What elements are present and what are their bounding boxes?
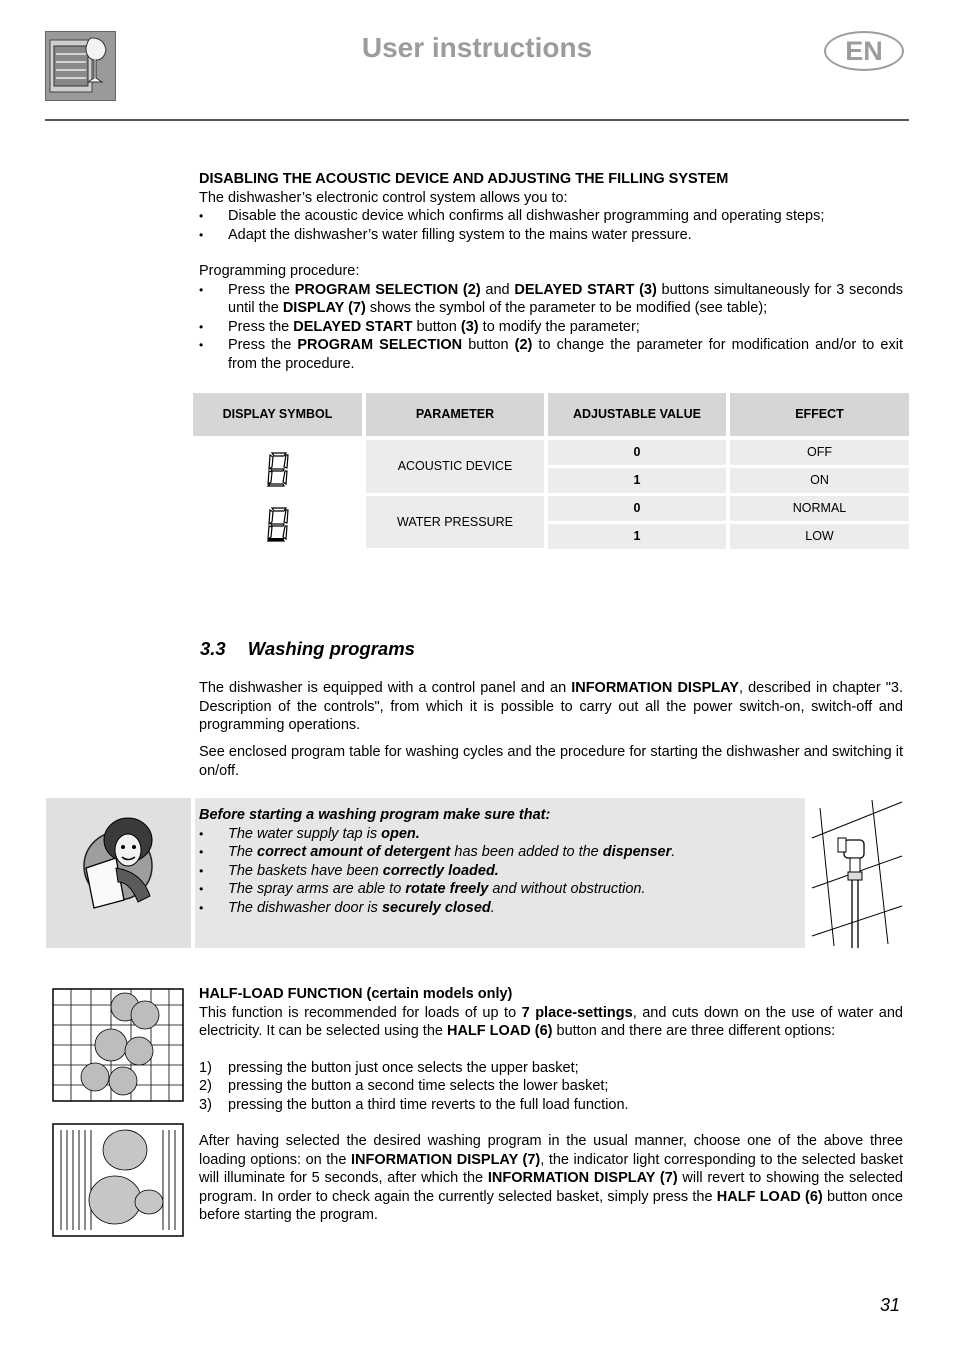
list-item: 3) pressing the button a third time reverts to the full load function. [199, 1096, 629, 1113]
page-title: User instructions [361, 32, 593, 63]
seven-segment-symbol-icon [266, 506, 290, 548]
list-item: • Adapt the dishwasher’s water filling system to the mains water pressure. [199, 226, 903, 245]
table-header: PARAMETER [366, 393, 544, 436]
table-cell-effect: NORMAL [730, 496, 909, 521]
page-number: 31 [880, 1295, 901, 1315]
upper-basket-illustration [51, 985, 185, 1105]
lower-basket-illustration [51, 1120, 185, 1240]
table-cell-value: 0 [548, 440, 726, 465]
section-number: 3.3 [200, 638, 226, 659]
water-tap-illustration [808, 798, 905, 948]
list-item: 1) pressing the button just once selects the upper basket; [199, 1059, 579, 1076]
woman-reading-manual-icon [46, 798, 191, 948]
procedure-step: • Press the PROGRAM SELECTION button (2) to change the parameter for modification and/or to exit from the procedure. [199, 336, 903, 373]
procedure-step: • Press the PROGRAM SELECTION (2) and DELAYED START (3) buttons simultaneously for 3 seconds until the DISPLAY (7) shows the symbol of the parameter to be modified (see table); [199, 281, 903, 318]
list-item: • The spray arms are able to rotate freely and without obstruction. [199, 880, 799, 899]
list-item: • Disable the acoustic device which confirms all dishwasher programming and operating steps; [199, 207, 903, 226]
table-header: EFFECT [730, 393, 909, 436]
table-cell-value: 1 [548, 524, 726, 549]
table-cell-effect: ON [730, 468, 909, 493]
section-title [200, 638, 415, 660]
washing-paragraph: See enclosed program table for washing cycles and the procedure for starting the dishwasher and switching it on/off. [199, 744, 903, 779]
table-cell-value: 0 [548, 496, 726, 521]
list-item: • The baskets have been correctly loaded. [199, 862, 799, 881]
header-divider [45, 119, 909, 121]
table-cell-parameter: WATER PRESSURE [366, 496, 544, 548]
list-item: • The dishwasher door is securely closed. [199, 899, 799, 918]
notice-illustration-panel [46, 798, 191, 948]
procedure-step: • Press the DELAYED START button (3) to modify the parameter; [199, 318, 903, 337]
upper-basket-icon [51, 985, 185, 1105]
table-cell-effect: LOW [730, 524, 909, 549]
table-cell-effect: OFF [730, 440, 909, 465]
section-heading: HALF-LOAD FUNCTION (certain models only) [199, 986, 513, 1002]
lower-basket-icon [51, 1120, 185, 1240]
section-title-text: Washing programs [247, 638, 415, 659]
seven-segment-symbol-icon [266, 451, 290, 493]
half-load-section [199, 985, 903, 1225]
water-tap-icon [808, 798, 905, 948]
list-item: • The correct amount of detergent has been added to the dispenser. [199, 843, 799, 862]
notice-heading: Before starting a washing program make sure that: [199, 807, 551, 823]
section-intro: The dishwasher’s electronic control system allows you to: [199, 189, 568, 206]
list-item: 2) pressing the button a second time selects the lower basket; [199, 1078, 609, 1094]
procedure-label: Programming procedure: [199, 263, 360, 279]
language-badge: EN [824, 31, 904, 71]
washing-paragraph: The dishwasher is equipped with a control panel and an INFORMATION DISPLAY, described in chapter "3. Description of the controls", from which it is possible to carry out all the power switch-on, switch-off and programming operations. [199, 680, 903, 733]
parameter-table [193, 393, 909, 553]
list-item: • The water supply tap is open. [199, 825, 799, 844]
table-cell-parameter: ACOUSTIC DEVICE [366, 440, 544, 493]
acoustic-section [199, 170, 903, 373]
table-header: DISPLAY SYMBOL [193, 393, 362, 436]
section-heading: DISABLING THE ACOUSTIC DEVICE AND ADJUSTING THE FILLING SYSTEM [199, 171, 729, 187]
half-load-paragraph: After having selected the desired washing program in the usual manner, choose one of the above three loading options: on the INFORMATION DISPLAY (7), the indicator light corresponding to the selected basket will illuminate for 5 seconds, after which the INFORMATION DISPLAY (7) will revert to showing the selected program. In order to check again the currently selected basket, simply press the HALF LOAD (6) button once before starting the program. [199, 1133, 903, 1223]
table-cell-value: 1 [548, 468, 726, 493]
table-header: ADJUSTABLE VALUE [548, 393, 726, 436]
notice-text [199, 806, 799, 917]
half-load-paragraph: This function is recommended for loads of up to 7 place-settings, and cuts down on the use of water and electricity. It can be selected using the HALF LOAD (6) button and there are three different options: [199, 1004, 903, 1039]
